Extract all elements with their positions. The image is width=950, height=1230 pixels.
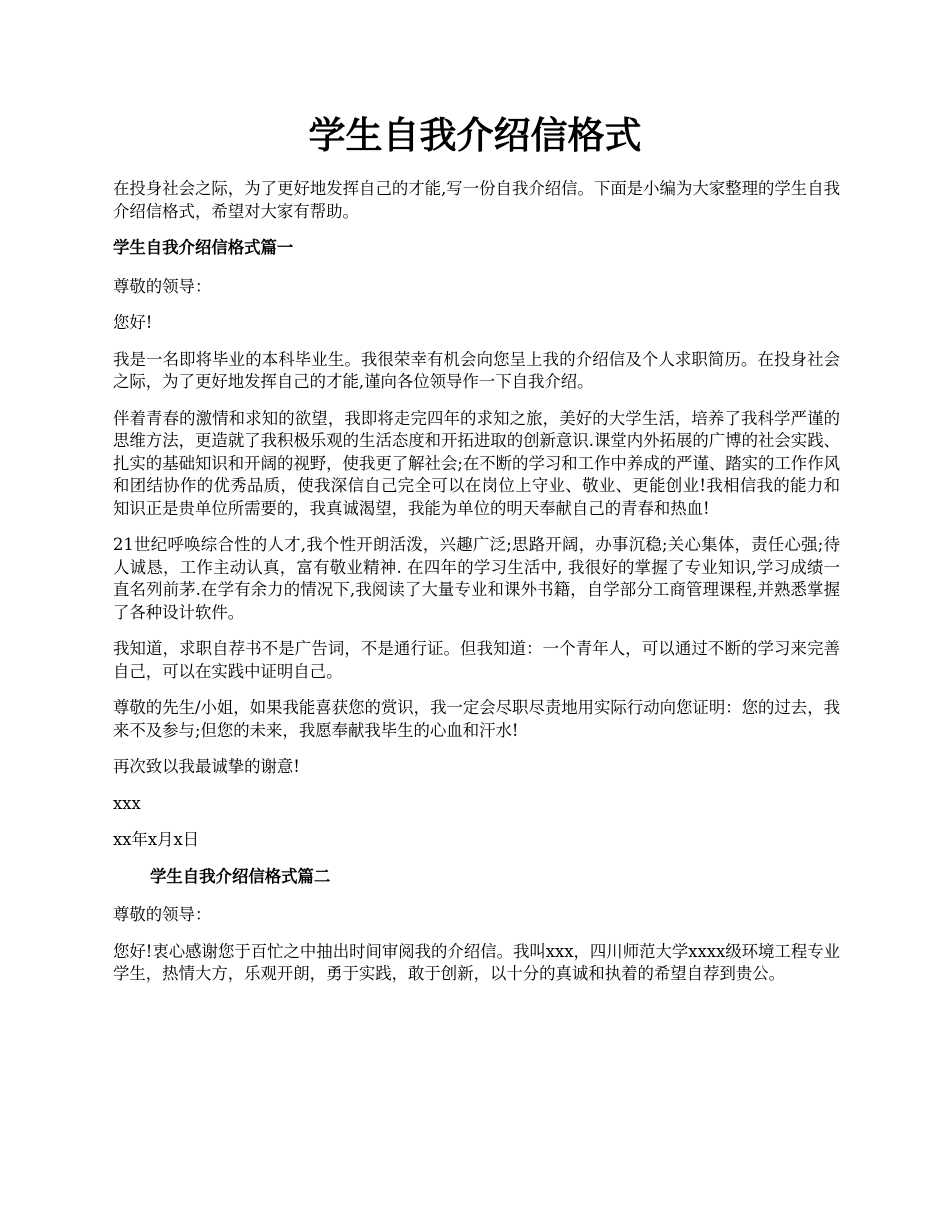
body-paragraph: 您好!衷心感谢您于百忙之中抽出时间审阅我的介绍信。我叫xxx，四川师范大学xxxx级环境工程专业学生，热情大方，乐观开朗，勇于实践，敢于创新，以十分的真诚和执着的希望自荐到贵公。 (113, 941, 840, 983)
body-paragraph: 伴着青春的激情和求知的欲望，我即将走完四年的求知之旅，美好的大学生活，培养了我科学严谨的思维方法，更造就了我积极乐观的生活态度和开拓进取的创新意识.课堂内外拓展的广博的社会实践、扎实的基础知识和开阔的视野，使我更了解社会;在不断的学习和工作中养成的严谨、踏实的工作作风和团结协作的优秀品质，使我深信自己完全可以在岗位上守业、敬业、更能创业!我相信我的能力和知识正是贵单位所需要的，我真诚渴望，我能为单位的明天奉献自己的青春和热血! (113, 408, 840, 518)
salutation: 尊敬的领导： (113, 905, 212, 924)
signature: xxx (113, 793, 141, 813)
document-title: 学生自我介绍信格式 (308, 114, 642, 157)
intro-paragraph: 在投身社会之际，为了更好地发挥自己的才能,写一份自我介绍信。下面是小编为大家整理的学生自我介绍信格式，希望对大家有帮助。 (113, 179, 840, 221)
greeting: 您好! (113, 313, 153, 332)
section-heading-2: 学生自我介绍信格式篇二 (150, 866, 331, 886)
body-paragraph: 21世纪呼唤综合性的人才,我个性开朗活泼，兴趣广泛;思路开阔，办事沉稳;关心集体，责任心强;待人诚恳，工作主动认真，富有敬业精神. 在四年的学习生活中, 我很好的掌握了专业知识,学习成绩一直名列前茅.在学有余力的情况下,我阅读了大量专业和课外书籍，自学部分工商管理课程,并熟悉掌握了各种设计软件。 (113, 535, 840, 622)
salutation: 尊敬的领导： (113, 276, 212, 296)
document-body (113, 178, 840, 1000)
body-paragraph: 我是一名即将毕业的本科毕业生。我很荣幸有机会向您呈上我的介绍信及个人求职简历。在投身社会之际，为了更好地发挥自己的才能,谨向各位领导作一下自我介绍。 (113, 349, 840, 391)
body-paragraph: 我知道，求职自荐书不是广告词，不是通行证。但我知道：一个青年人，可以通过不断的学习来完善自己，可以在实践中证明自己。 (113, 639, 840, 681)
section-heading-1: 学生自我介绍信格式篇一 (113, 238, 294, 257)
closing-line: 再次致以我最诚挚的谢意! (113, 757, 300, 776)
date-line: xx年x月x日 (113, 830, 200, 849)
body-paragraph: 尊敬的先生/小姐，如果我能喜获您的赏识，我一定会尽职尽责地用实际行动向您证明：您的过去，我来不及参与;但您的未来，我愿奉献我毕生的心血和汗水! (113, 698, 840, 740)
